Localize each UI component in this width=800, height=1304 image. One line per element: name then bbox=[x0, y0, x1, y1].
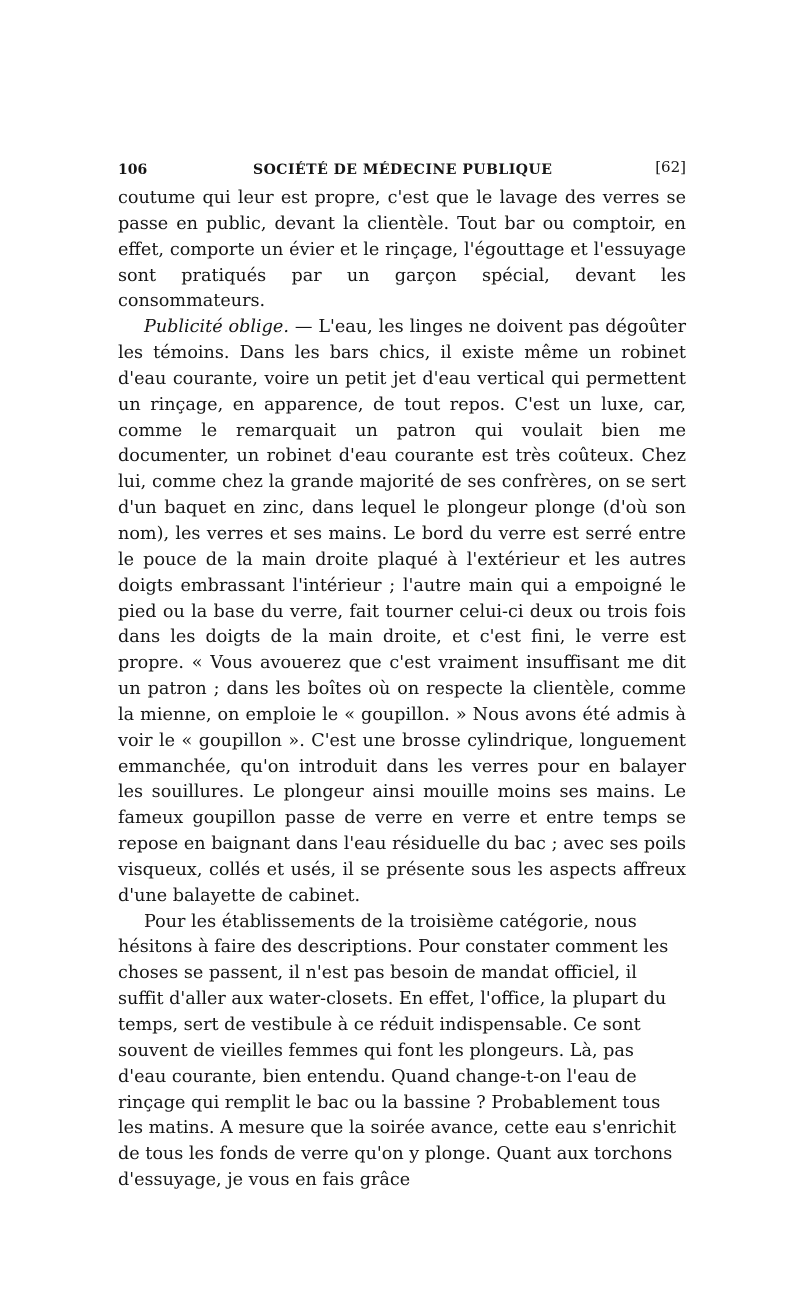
page-number: 106 bbox=[118, 162, 148, 178]
paragraph-publicite-oblige bbox=[118, 315, 686, 909]
page-header bbox=[118, 158, 686, 186]
paragraph-continuation: coutume qui leur est propre, c'est que le lavage des verres se passe en public, devant la clientèle. Tout bar ou comptoir, en effet, comporte un évier et le rinçage, l'égouttage et l'essuyage sont pratiqués par un garçon spécial, devant les consommateurs. bbox=[118, 188, 686, 312]
paragraph-lead-heading: Publicité oblige. bbox=[144, 317, 289, 338]
paragraph-troisieme-categorie: Pour les établissements de la troisième catégorie, nous hésitons à faire des descriptions. Pour constater comment les choses se passent, il n'est pas besoin de mandat officiel, il suffit d'aller aux water-closets. En effet, l'office, la plupart du temps, sert de vestibule à ce réduit indispensable. Ce sont souvent de vieilles femmes qui font les plongeurs. Là, pas d'eau courante, bien entendu. Quand change-t-on l'eau de rinçage qui remplit le bac ou la bassine ? Probablement tous les matins. A mesure que la soirée avance, cette eau s'enrichit de tous les fonds de verre qu'on y plonge. Quant aux torchons d'essuyage, je vous en fais grâce bbox=[118, 911, 677, 1191]
body-text bbox=[118, 186, 686, 1194]
paragraph-body: — L'eau, les linges ne doivent pas dégoûter les témoins. Dans les bars chics, il existe même un robinet d'eau courante, voire un petit jet d'eau vertical qui permettent un rinçage, en apparence, de tout repos. C'est un luxe, car, comme le remarquait un patron qui voulait bien me documenter, un robinet d'eau courante est très coûteux. Chez lui, comme chez la grande majorité de ses confrères, on se sert d'un baquet en zinc, dans lequel le plongeur plonge (d'où son nom), les verres et ses mains. Le bord du verre est serré entre le pouce de la main droite plaqué à l'extérieur et les autres doigts embrassant l'intérieur ; l'autre main qui a empoigné le pied ou la base du verre, fait tourner celui-ci deux ou trois fois dans les doigts de la main droite, et c'est fini, le verre est propre. « Vous avouerez que c'est vraiment insuffisant me dit un patron ; dans les boîtes où on respecte la clientèle, comme la mienne, on emploie le « goupillon. » Nous avons été admis à voir le « goupillon ». C'est une brosse cylindrique, longuement emmanchée, qu'on introduit dans les verres pour en balayer les souillures. Le plongeur ainsi mouille moins ses mains. Le fameux goupillon passe de verre en verre et entre temps se repose en baignant dans l'eau résiduelle du bac ; avec ses poils visqueux, collés et usés, il se présente sous les aspects affreux d'une balayette de cabinet. bbox=[118, 317, 686, 906]
source-page-reference: [62] bbox=[655, 158, 686, 176]
running-title: SOCIÉTÉ DE MÉDECINE PUBLIQUE bbox=[253, 162, 553, 178]
